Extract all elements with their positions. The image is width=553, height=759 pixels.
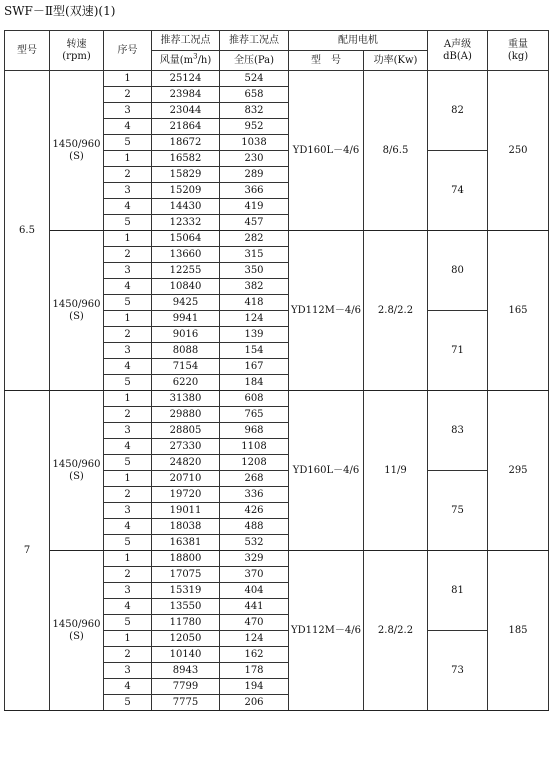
speed-value: 1450/960	[52, 138, 101, 150]
pressure-cell: 488	[220, 519, 289, 535]
seq-cell: 3	[104, 583, 152, 599]
speed-value: 1450/960	[52, 458, 101, 470]
flow-cell: 15829	[152, 167, 220, 183]
table-row	[5, 551, 549, 567]
header-model: 型号	[5, 31, 50, 71]
flow-cell: 20710	[152, 471, 220, 487]
flow-cell: 11780	[152, 615, 220, 631]
table-row	[5, 391, 549, 407]
seq-cell: 2	[104, 327, 152, 343]
pressure-cell: 457	[220, 215, 289, 231]
flow-cell: 13550	[152, 599, 220, 615]
page-title: SWF－Ⅱ型(双速)(1)	[4, 4, 116, 18]
seq-cell: 1	[104, 391, 152, 407]
seq-cell: 5	[104, 615, 152, 631]
seq-cell: 4	[104, 359, 152, 375]
flow-cell: 16582	[152, 151, 220, 167]
pressure-cell: 315	[220, 247, 289, 263]
flow-cell: 8943	[152, 663, 220, 679]
pressure-cell: 532	[220, 535, 289, 551]
seq-cell: 5	[104, 135, 152, 151]
header-weight-label: 重量	[508, 38, 528, 50]
flow-cell: 10140	[152, 647, 220, 663]
seq-cell: 4	[104, 679, 152, 695]
seq-cell: 2	[104, 407, 152, 423]
noise-cell: 75	[428, 471, 488, 551]
motor-power-cell: 2.8/2.2	[364, 231, 428, 391]
flow-cell: 24820	[152, 455, 220, 471]
pressure-cell: 230	[220, 151, 289, 167]
flow-cell: 9425	[152, 295, 220, 311]
pressure-cell: 154	[220, 343, 289, 359]
seq-cell: 3	[104, 103, 152, 119]
pressure-cell: 1108	[220, 439, 289, 455]
pressure-cell: 658	[220, 87, 289, 103]
speed-mode: (S)	[69, 470, 84, 482]
pressure-cell: 765	[220, 407, 289, 423]
seq-cell: 4	[104, 519, 152, 535]
weight-cell: 185	[488, 551, 549, 711]
pressure-cell: 282	[220, 231, 289, 247]
flow-cell: 31380	[152, 391, 220, 407]
motor-power-cell: 2.8/2.2	[364, 551, 428, 711]
pressure-cell: 350	[220, 263, 289, 279]
flow-cell: 29880	[152, 407, 220, 423]
pressure-cell: 426	[220, 503, 289, 519]
motor-model-cell: YD160L－4/6	[289, 71, 364, 231]
seq-cell: 1	[104, 231, 152, 247]
header-weight-unit: (kg)	[507, 50, 529, 62]
seq-cell: 2	[104, 167, 152, 183]
table-body	[5, 71, 549, 711]
motor-model-cell: YD112M－4/6	[289, 231, 364, 391]
seq-cell: 1	[104, 311, 152, 327]
pressure-cell: 441	[220, 599, 289, 615]
flow-cell: 23044	[152, 103, 220, 119]
speed-value: 1450/960	[52, 298, 101, 310]
flow-cell: 15319	[152, 583, 220, 599]
seq-cell: 3	[104, 423, 152, 439]
header-noise-label: A声级	[443, 38, 472, 50]
flow-cell: 9016	[152, 327, 220, 343]
noise-cell: 81	[428, 551, 488, 631]
weight-cell: 165	[488, 231, 549, 391]
pressure-cell: 968	[220, 423, 289, 439]
flow-cell: 18800	[152, 551, 220, 567]
pressure-cell: 608	[220, 391, 289, 407]
seq-cell: 3	[104, 663, 152, 679]
flow-cell: 12332	[152, 215, 220, 231]
flow-cell: 9941	[152, 311, 220, 327]
motor-model-cell: YD160L－4/6	[289, 391, 364, 551]
pressure-cell: 329	[220, 551, 289, 567]
table-row	[5, 231, 549, 247]
noise-cell: 73	[428, 631, 488, 711]
header-noise-unit: dB(A)	[443, 50, 472, 62]
seq-cell: 2	[104, 567, 152, 583]
fan-model-cell: 7	[5, 391, 50, 711]
flow-cell: 10840	[152, 279, 220, 295]
seq-cell: 2	[104, 247, 152, 263]
header-seq: 序号	[104, 31, 152, 71]
pressure-cell: 524	[220, 71, 289, 87]
seq-cell: 5	[104, 295, 152, 311]
flow-cell: 8088	[152, 343, 220, 359]
flow-cell: 7775	[152, 695, 220, 711]
pressure-cell: 139	[220, 327, 289, 343]
speed-mode: (S)	[69, 150, 84, 162]
flow-cell: 15064	[152, 231, 220, 247]
pressure-cell: 418	[220, 295, 289, 311]
speed-cell	[50, 71, 104, 231]
seq-cell: 5	[104, 455, 152, 471]
flow-cell: 19720	[152, 487, 220, 503]
pressure-cell: 162	[220, 647, 289, 663]
flow-cell: 7799	[152, 679, 220, 695]
motor-power-cell: 11/9	[364, 391, 428, 551]
seq-cell: 1	[104, 631, 152, 647]
pressure-cell: 206	[220, 695, 289, 711]
flow-cell: 23984	[152, 87, 220, 103]
pressure-cell: 289	[220, 167, 289, 183]
seq-cell: 4	[104, 279, 152, 295]
seq-cell: 4	[104, 599, 152, 615]
seq-cell: 3	[104, 503, 152, 519]
flow-cell: 25124	[152, 71, 220, 87]
weight-cell: 295	[488, 391, 549, 551]
pressure-cell: 124	[220, 631, 289, 647]
pressure-cell: 268	[220, 471, 289, 487]
motor-power-cell: 8/6.5	[364, 71, 428, 231]
pressure-cell: 952	[220, 119, 289, 135]
header-noise	[428, 31, 488, 71]
flow-cell: 19011	[152, 503, 220, 519]
pressure-cell: 382	[220, 279, 289, 295]
seq-cell: 5	[104, 215, 152, 231]
flow-cell: 13660	[152, 247, 220, 263]
flow-cell: 12255	[152, 263, 220, 279]
weight-cell: 250	[488, 71, 549, 231]
seq-cell: 4	[104, 119, 152, 135]
flow-cell: 6220	[152, 375, 220, 391]
pressure-cell: 832	[220, 103, 289, 119]
noise-cell: 82	[428, 71, 488, 151]
header-flow-unit: 风量$(m^3/h)$	[152, 51, 220, 71]
header-speed-label: 转速	[66, 38, 87, 50]
noise-cell: 74	[428, 151, 488, 231]
seq-cell: 3	[104, 183, 152, 199]
speed-value: 1450/960	[52, 618, 101, 630]
flow-cell: 18038	[152, 519, 220, 535]
header-speed-unit: (rpm)	[62, 50, 91, 62]
flow-cell: 17075	[152, 567, 220, 583]
speed-cell	[50, 391, 104, 551]
header-row-1	[5, 31, 549, 51]
seq-cell: 4	[104, 439, 152, 455]
pressure-cell: 404	[220, 583, 289, 599]
seq-cell: 1	[104, 151, 152, 167]
pressure-cell: 419	[220, 199, 289, 215]
seq-cell: 5	[104, 535, 152, 551]
pressure-cell: 1208	[220, 455, 289, 471]
noise-cell: 71	[428, 311, 488, 391]
motor-model-cell: YD112M－4/6	[289, 551, 364, 711]
flow-cell: 18672	[152, 135, 220, 151]
flow-cell: 16381	[152, 535, 220, 551]
seq-cell: 2	[104, 647, 152, 663]
flow-cell: 15209	[152, 183, 220, 199]
seq-cell: 5	[104, 695, 152, 711]
flow-cell: 12050	[152, 631, 220, 647]
header-motor: 配用电机	[289, 31, 428, 51]
flow-cell: 27330	[152, 439, 220, 455]
seq-cell: 2	[104, 87, 152, 103]
pressure-cell: 184	[220, 375, 289, 391]
pressure-cell: 124	[220, 311, 289, 327]
flow-cell: 14430	[152, 199, 220, 215]
header-speed	[50, 31, 104, 71]
pressure-cell: 370	[220, 567, 289, 583]
seq-cell: 1	[104, 471, 152, 487]
noise-cell: 83	[428, 391, 488, 471]
pressure-cell: 366	[220, 183, 289, 199]
pressure-cell: 194	[220, 679, 289, 695]
speed-cell	[50, 551, 104, 711]
seq-cell: 2	[104, 487, 152, 503]
speed-mode: (S)	[69, 310, 84, 322]
header-pressure-unit: 全压(Pa)	[220, 51, 289, 71]
header-motor-power: 功率(Kw)	[364, 51, 428, 71]
seq-cell: 1	[104, 551, 152, 567]
seq-cell: 5	[104, 375, 152, 391]
header-flow: 推荐工况点	[152, 31, 220, 51]
speed-cell	[50, 231, 104, 391]
fan-spec-table	[4, 30, 549, 711]
pressure-cell: 1038	[220, 135, 289, 151]
fan-model-cell: 6.5	[5, 71, 50, 391]
noise-cell: 80	[428, 231, 488, 311]
table-row	[5, 71, 549, 87]
speed-mode: (S)	[69, 630, 84, 642]
pressure-cell: 178	[220, 663, 289, 679]
flow-cell: 28805	[152, 423, 220, 439]
seq-cell: 1	[104, 71, 152, 87]
header-weight	[488, 31, 549, 71]
seq-cell: 3	[104, 343, 152, 359]
flow-cell: 21864	[152, 119, 220, 135]
header-pressure: 推荐工况点	[220, 31, 289, 51]
seq-cell: 4	[104, 199, 152, 215]
pressure-cell: 336	[220, 487, 289, 503]
pressure-cell: 167	[220, 359, 289, 375]
pressure-cell: 470	[220, 615, 289, 631]
seq-cell: 3	[104, 263, 152, 279]
flow-cell: 7154	[152, 359, 220, 375]
header-motor-model: 型 号	[289, 51, 364, 71]
